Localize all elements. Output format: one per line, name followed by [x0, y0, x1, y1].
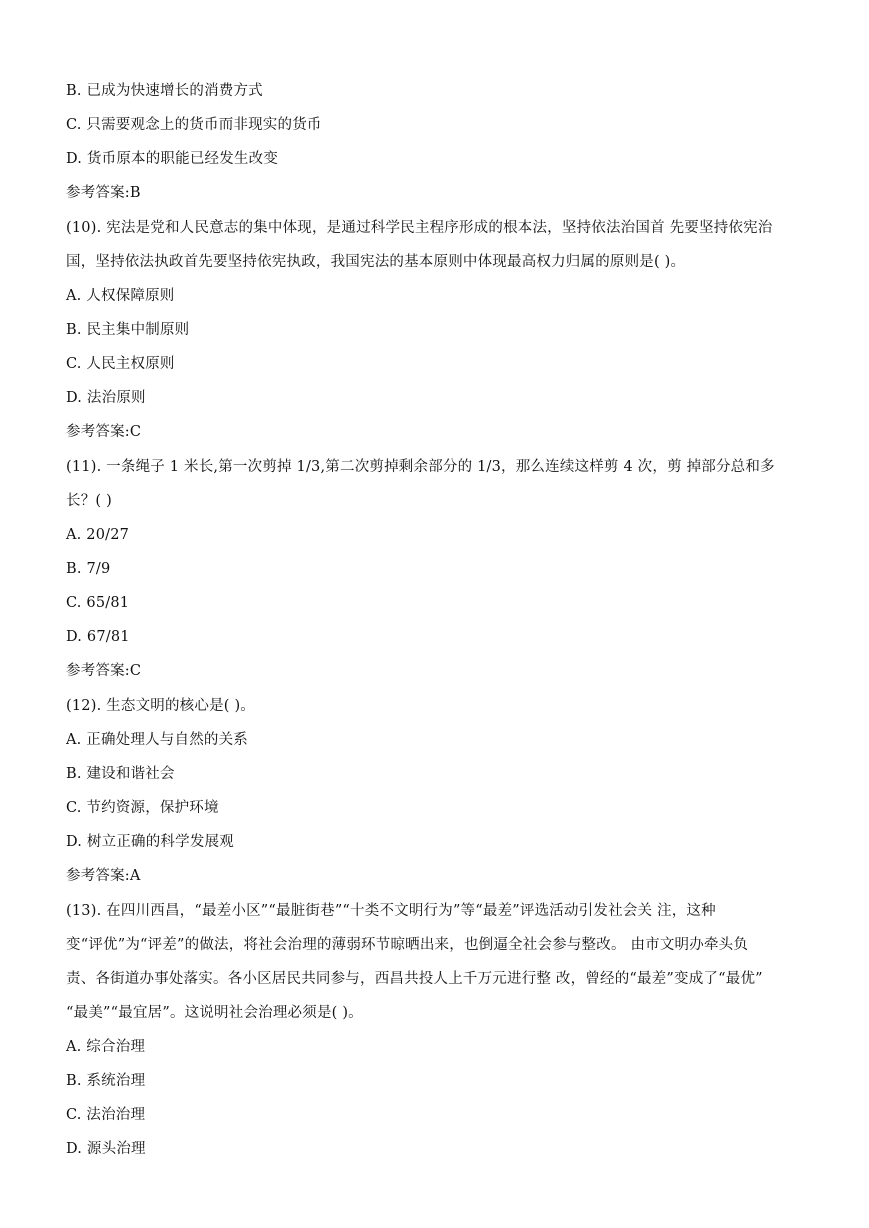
option-line: B. 已成为快速增长的消费方式	[66, 83, 263, 99]
option-line: A. 正确处理人与自然的关系	[66, 732, 248, 748]
question-line: 长？( )	[66, 493, 112, 509]
answer-line: 参考答案:C	[66, 663, 142, 679]
answer-line: 参考答案:A	[66, 868, 141, 884]
option-line: B. 系统治理	[66, 1073, 146, 1089]
answer-line: 参考答案:B	[66, 185, 141, 201]
question-line: (11). 一条绳子 1 米长,第一次剪掉 1/3,第二次剪掉剩余部分的 1/3，那么连续这样剪 4 次，剪 掉部分总和多	[66, 459, 775, 475]
option-line: A. 人权保障原则	[66, 288, 175, 304]
option-line: C. 只需要观念上的货币而非现实的货币	[66, 117, 322, 133]
option-line: B. 建设和谐社会	[66, 766, 175, 782]
option-line: D. 树立正确的科学发展观	[66, 834, 234, 850]
answer-line: 参考答案:C	[66, 424, 142, 440]
option-line: D. 67/81	[66, 629, 130, 645]
question-line: (12). 生态文明的核心是( )。	[66, 698, 256, 714]
option-line: D. 法治原则	[66, 390, 146, 406]
question-line: (13). 在四川西昌，“最差小区”“最脏街巷”“十类不文明行为”等“最差”评选活动引发社会关 注，这种	[66, 903, 716, 919]
question-line: 变“评优”为“评差”的做法，将社会治理的薄弱环节晾晒出来，也倒逼全社会参与整改。 由市文明办牵头负	[66, 937, 749, 953]
option-line: D. 货币原本的职能已经发生改变	[66, 151, 279, 167]
option-line: B. 7/9	[66, 561, 111, 577]
question-line: “最美”“最宜居”。这说明社会治理必须是( )。	[66, 1005, 363, 1021]
question-line: 国，坚持依法执政首先要坚持依宪执政，我国宪法的基本原则中体现最高权力归属的原则是( )。	[66, 254, 686, 270]
option-line: A. 综合治理	[66, 1039, 146, 1055]
option-line: B. 民主集中制原则	[66, 322, 190, 338]
question-line: (10). 宪法是党和人民意志的集中体现，是通过科学民主程序形成的根本法，坚持依法治国首 先要坚持依宪治	[66, 220, 773, 236]
question-line: 责、各街道办事处落实。各小区居民共同参与，西昌共投人上千万元进行整 改，曾经的“最差”变成了“最优”	[66, 971, 763, 987]
option-line: A. 20/27	[66, 527, 130, 543]
option-line: D. 源头治理	[66, 1141, 146, 1157]
option-line: C. 人民主权原则	[66, 356, 175, 372]
option-line: C. 法治治理	[66, 1107, 146, 1123]
option-line: C. 节约资源，保护环境	[66, 800, 219, 816]
option-line: C. 65/81	[66, 595, 130, 611]
